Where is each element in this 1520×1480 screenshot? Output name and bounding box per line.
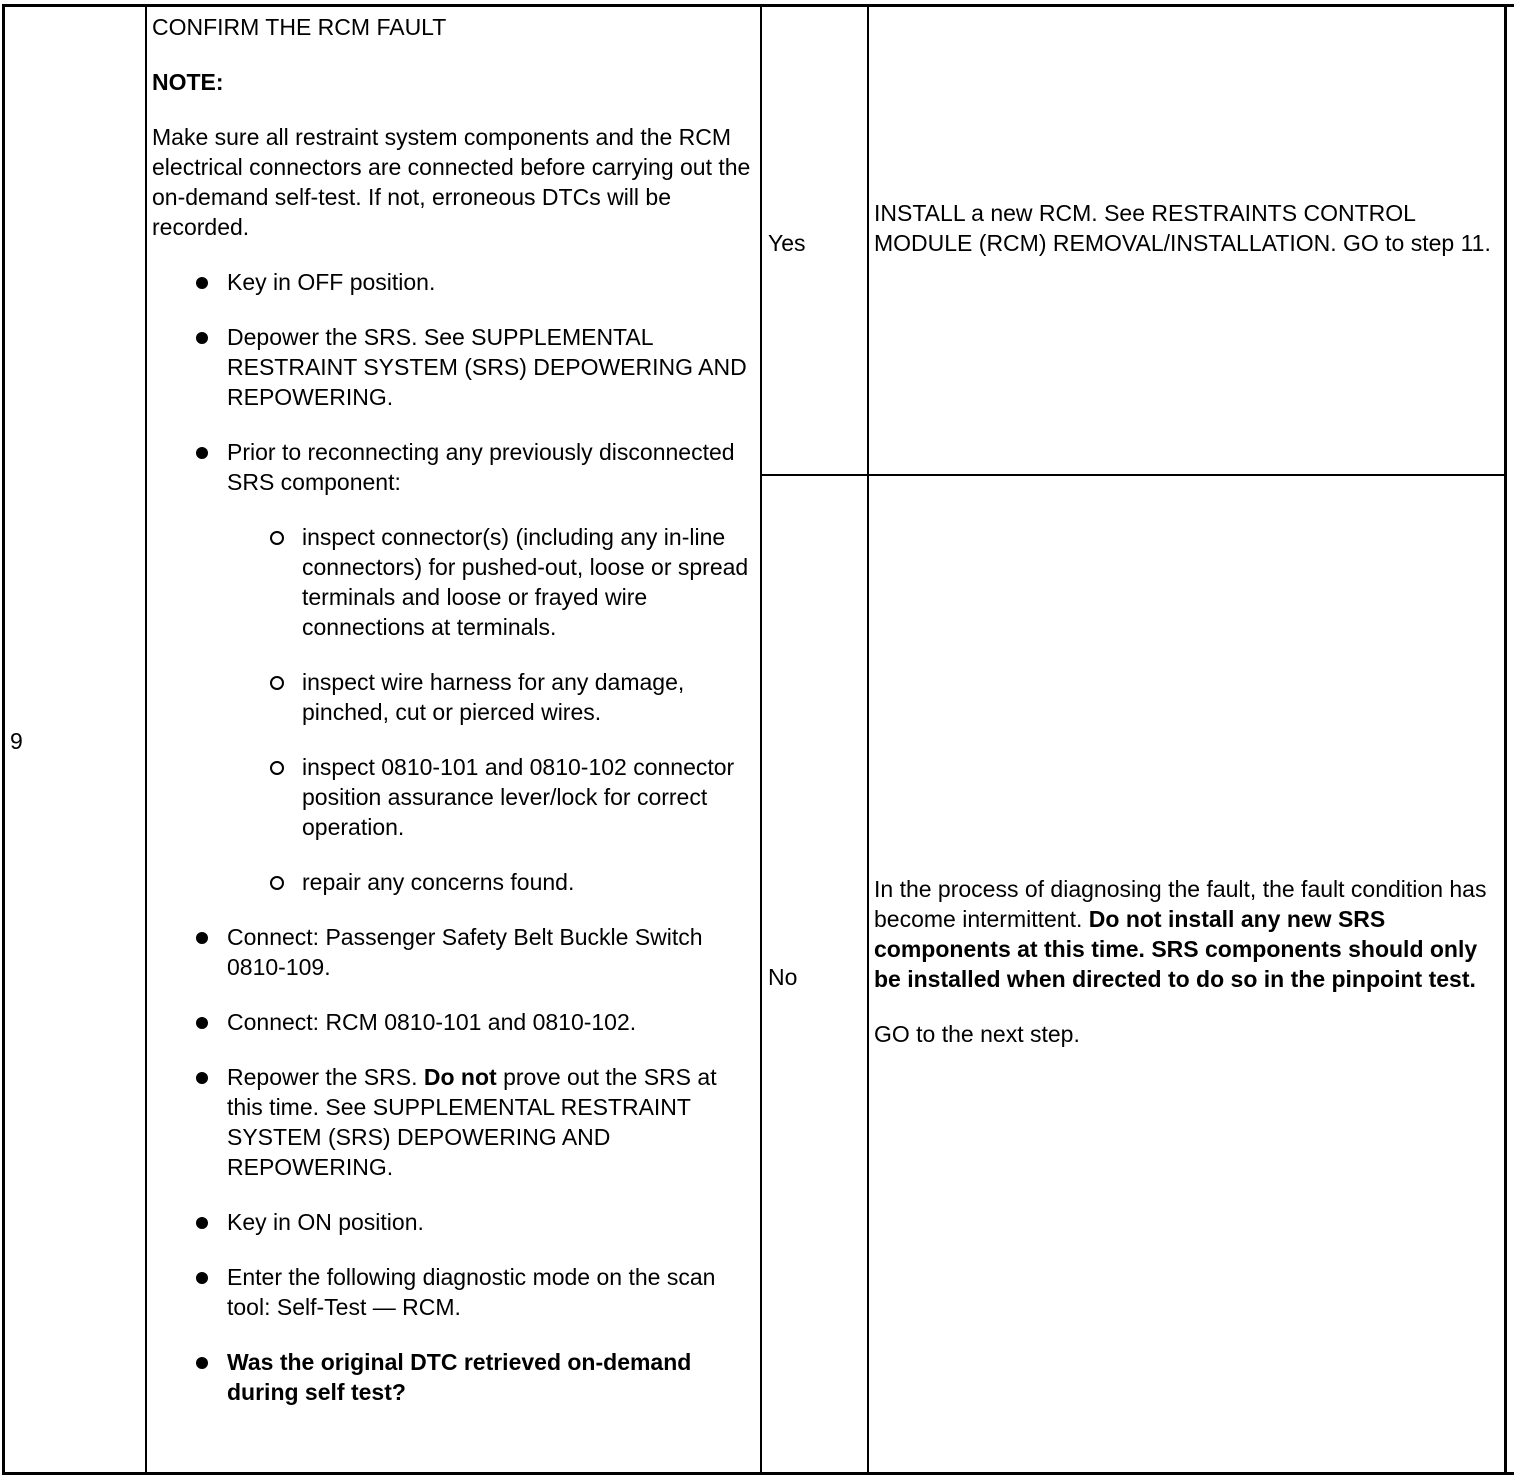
border-bottom bbox=[2, 1472, 1514, 1475]
step-number: 9 bbox=[10, 728, 23, 754]
divider-content bbox=[760, 4, 762, 1475]
note-text: Make sure all restraint system components and the RCM electrical connectors are connected before carrying out the on-demand self-test. If not, erroneous DTCs will be recorded. bbox=[152, 124, 751, 240]
no-action bbox=[874, 874, 1500, 1074]
no-action-text bbox=[874, 874, 1500, 994]
question-item: Was the original DTC retrieved on-demand during self test? bbox=[227, 1347, 757, 1407]
list-item: Key in ON position. bbox=[227, 1207, 757, 1237]
border-right bbox=[1504, 4, 1507, 1475]
step-content bbox=[152, 12, 757, 1407]
sub-list-item: inspect connector(s) (including any in-line connectors) for pushed-out, loose or spread terminals and loose or frayed wire connections at terminals. bbox=[302, 522, 757, 642]
sub-list-item: inspect 0810-101 and 0810-102 connector position assurance lever/lock for correct operation. bbox=[302, 752, 757, 842]
sub-list-item: repair any concerns found. bbox=[302, 867, 757, 897]
repower-emphasis: Do not bbox=[423, 1064, 497, 1090]
no-goto: GO to the next step. bbox=[874, 1021, 1080, 1047]
repower-text: Repower the SRS. bbox=[227, 1064, 424, 1090]
divider-result bbox=[867, 4, 869, 1475]
border-top bbox=[2, 4, 1514, 7]
yes-label: Yes bbox=[768, 230, 806, 256]
divider-yes-no bbox=[761, 474, 1506, 476]
border-left bbox=[2, 4, 5, 1475]
sub-action-list bbox=[227, 522, 757, 897]
no-text-plain: In the process of diagnosing the fault, the fault condition has become intermittent. bbox=[874, 876, 1487, 932]
step-title: CONFIRM THE RCM FAULT bbox=[152, 14, 447, 40]
list-item: Depower the SRS. See SUPPLEMENTAL RESTRAINT SYSTEM (SRS) DEPOWERING AND REPOWERING. bbox=[227, 322, 757, 412]
no-text-bold: Do not install any new SRS components at this time. SRS components should only be installed when directed to do so in the pinpoint test. bbox=[874, 906, 1478, 992]
action-list bbox=[152, 267, 757, 1407]
list-item: Key in OFF position. bbox=[227, 267, 757, 297]
list-item bbox=[227, 1062, 757, 1182]
sub-list-item: inspect wire harness for any damage, pinched, cut or pierced wires. bbox=[302, 667, 757, 727]
list-item: Connect: Passenger Safety Belt Buckle Switch 0810-109. bbox=[227, 922, 757, 982]
divider-step bbox=[145, 4, 147, 1475]
list-item: Enter the following diagnostic mode on the scan tool: Self-Test — RCM. bbox=[227, 1262, 757, 1322]
repower-text-rest: prove out the SRS at this time. See SUPPLEMENTAL RESTRAINT SYSTEM (SRS) DEPOWERING AND REPOWERING. bbox=[227, 1064, 717, 1180]
yes-action: INSTALL a new RCM. See RESTRAINTS CONTROL MODULE (RCM) REMOVAL/INSTALLATION. GO to step 11. bbox=[874, 200, 1491, 256]
list-item-text: Prior to reconnecting any previously disconnected SRS component: bbox=[227, 439, 735, 495]
list-item bbox=[227, 437, 757, 897]
no-label: No bbox=[768, 964, 798, 990]
note-label: NOTE: bbox=[152, 69, 224, 95]
list-item: Connect: RCM 0810-101 and 0810-102. bbox=[227, 1007, 757, 1037]
